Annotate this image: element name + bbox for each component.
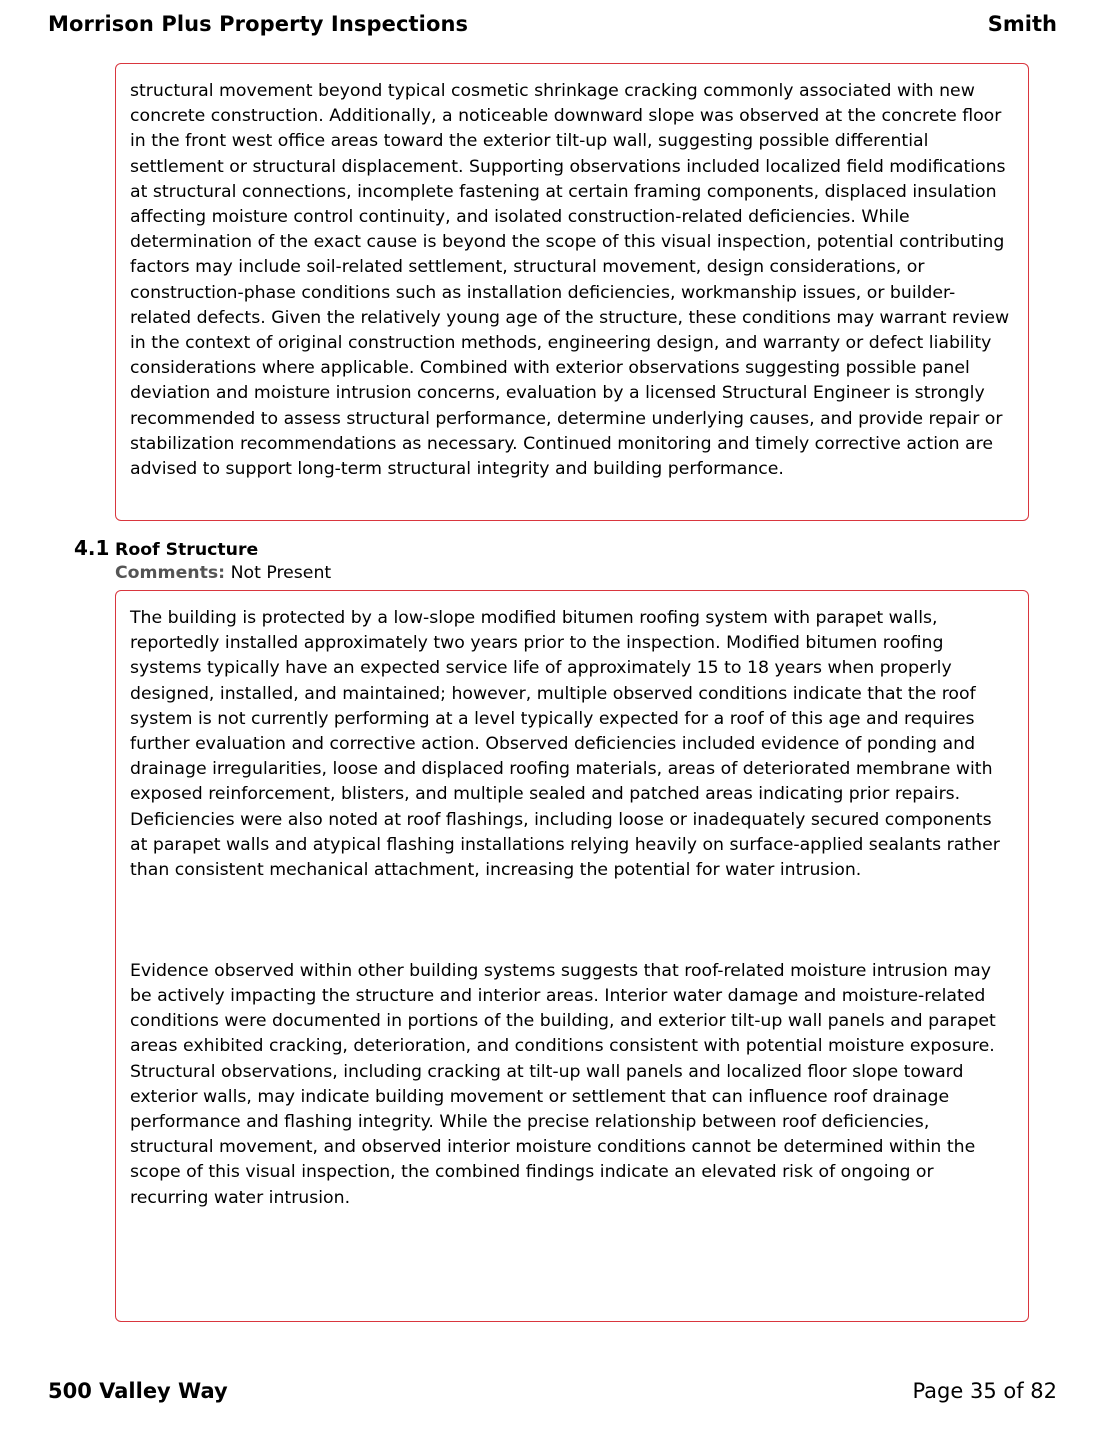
paragraph-spacer [130,883,1014,959]
client-name: Smith [987,12,1057,36]
structural-comment-box [115,63,1029,521]
structural-comment-text: structural movement beyond typical cosmetic shrinkage cracking commonly associated with new concrete construction. Additionally, a noticeable downward slope was observed at the concrete floor in the front west office areas toward the exterior tilt-up wall, suggesting possible differential settlement or structural displacement. Supporting observations included localized field modifications at structural connections, incomplete fastening at certain framing components, displaced insulation affecting moisture control continuity, and isolated construction-related deficiencies. While determination of the exact cause is beyond the scope of this visual inspection, potential contributing factors may include soil-related settlement, structural movement, design considerations, or construction-phase conditions such as installation deficiencies, workmanship issues, or builder-related defects. Given the relatively young age of the structure, these conditions may warrant review in the context of original construction methods, engineering design, and warranty or defect liability considerations where applicable. Combined with exterior observations suggesting possible panel deviation and moisture intrusion concerns, evaluation by a licensed Structural Engineer is strongly recommended to assess structural performance, determine underlying causes, and provide repair or stabilization recommendations as necessary. Continued monitoring and timely corrective action are advised to support long-term structural integrity and building performance. [130,81,1010,480]
section-title: Roof Structure [115,540,259,560]
roof-comment-box [115,590,1029,1322]
section-number: 4.1 [74,536,110,560]
report-company-name: Morrison Plus Property Inspections [48,12,469,36]
roof-comment-paragraph-1: The building is protected by a low-slope modified bitumen roofing system with parapet walls, reportedly installed approximately two years prior to the inspection. Modified bitumen roofing systems typically have an expected service life of approximately 15 to 18 years when properly designed, installed, and maintained; however, multiple observed conditions indicate that the roof system is not currently performing at a level typically expected for a roof of this age and requires further evaluation and corrective action. Observed deficiencies included evidence of ponding and drainage irregularities, loose and displaced roofing materials, areas of deteriorated membrane with exposed reinforcement, blisters, and multiple sealed and patched areas indicating prior repairs. Deficiencies were also noted at roof flashings, including loose or inadequately secured components at parapet walls and atypical flashing installations relying heavily on surface-applied sealants rather than consistent mechanical attachment, increasing the potential for water intrusion. [130,608,1000,881]
roof-comment-paragraph-2: Evidence observed within other building systems suggests that roof-related moisture intrusion may be actively impacting the structure and interior areas. Interior water damage and moisture-related conditions were documented in portions of the building, and exterior tilt-up wall panels and parapet areas exhibited cracking, deterioration, and conditions consistent with potential moisture exposure. Structural observations, including cracking at tilt-up wall panels and localized floor slope toward exterior walls, may indicate building movement or settlement that can influence roof drainage performance and flashing integrity. While the precise relationship between roof deficiencies, structural movement, and observed interior moisture conditions cannot be determined within the scope of this visual inspection, the combined findings indicate an elevated risk of ongoing or recurring water intrusion. [130,960,996,1208]
section-comments [115,563,331,583]
property-address: 500 Valley Way [48,1379,228,1403]
comments-label: Comments: [115,563,226,583]
section-heading [74,536,258,560]
comments-value: Not Present [230,563,332,583]
page-number: Page 35 of 82 [912,1379,1057,1403]
